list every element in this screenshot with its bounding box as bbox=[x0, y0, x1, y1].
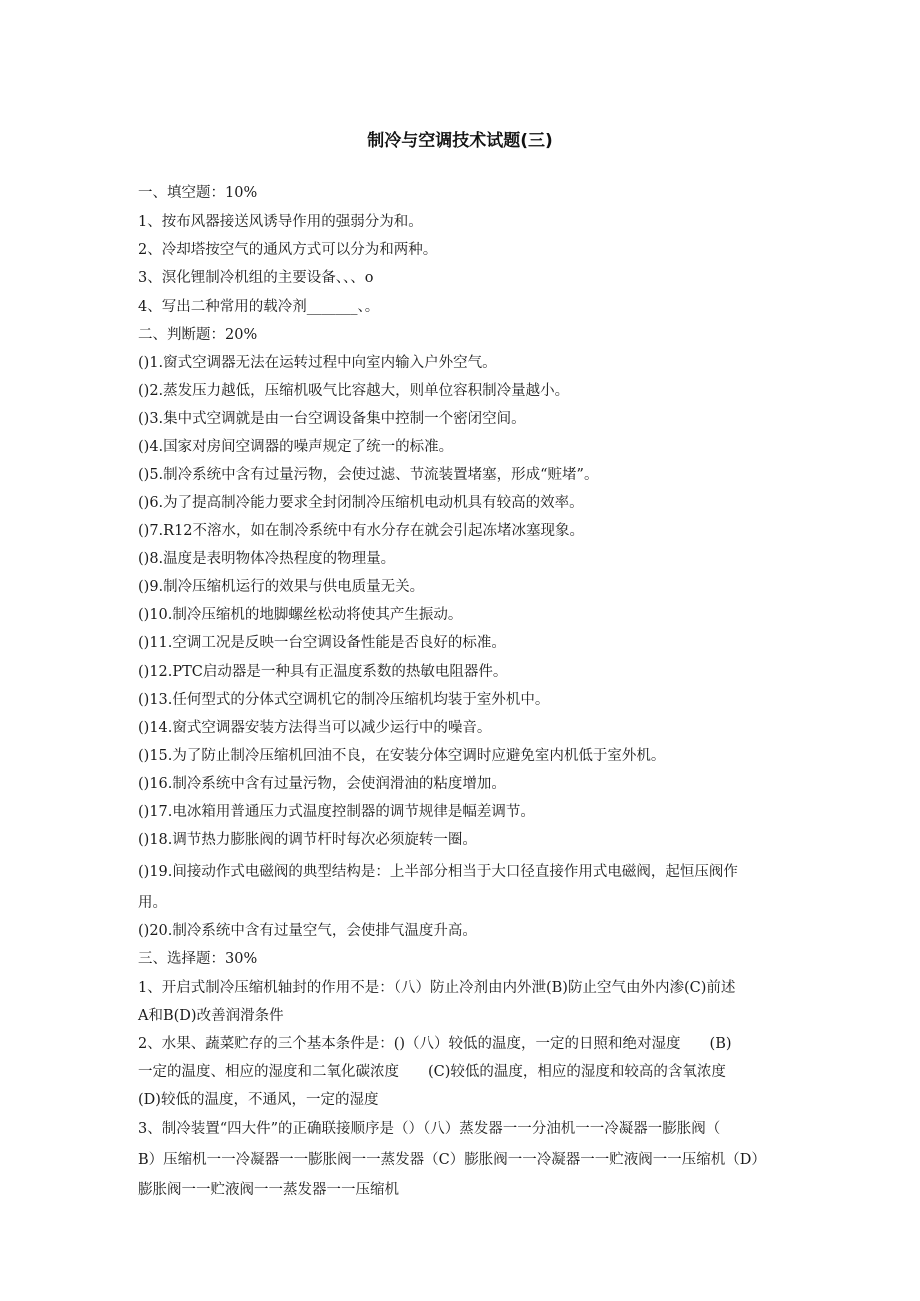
fill-blank-item-1: 1、按布风器接送风诱导作用的强弱分为和。 bbox=[138, 214, 423, 230]
true-false-item-2: ()2.蒸发压力越低，压缩机吸气比容越大，则单位容积制冷量越小。 bbox=[138, 383, 570, 399]
true-false-item-19: ()19.间接动作式电磁阀的典型结构是：上半部分相当于大口径直接作用式电磁阀，起恒压阀作 bbox=[138, 864, 738, 880]
choice-item-3-cont2: 膨胀阀一一贮液阀一一蒸发器一一压缩机 bbox=[138, 1182, 399, 1198]
true-false-item-12: ()12.PTC启动器是一种具有正温度系数的热敏电阻器件。 bbox=[138, 664, 508, 680]
true-false-item-7: ()7.R12不溶水，如在制冷系统中有水分存在就会引起冻堵冰塞现象。 bbox=[138, 523, 585, 539]
true-false-item-14: ()14.窗式空调器安装方法得当可以减少运行中的噪音。 bbox=[138, 720, 492, 736]
true-false-item-17: ()17.电冰箱用普通压力式温度控制器的调节规律是幅差调节。 bbox=[138, 804, 535, 820]
true-false-item-3: ()3.集中式空调就是由一台空调设备集中控制一个密闭空间。 bbox=[138, 411, 526, 427]
choice-item-2-cont2: (D)较低的温度，不通风，一定的湿度 bbox=[138, 1092, 379, 1108]
true-false-item-6: ()6.为了提高制冷能力要求全封闭制冷压缩机电动机具有较高的效率。 bbox=[138, 495, 584, 511]
section-heading-true-false: 二、判断题：20% bbox=[138, 327, 258, 343]
fill-blank-item-3: 3、溟化锂制冷机组的主要设备、、、o bbox=[138, 270, 374, 286]
true-false-item-8: ()8.温度是表明物体冷热程度的物理量。 bbox=[138, 551, 396, 567]
choice-item-1: 1、开启式制冷压缩机轴封的作用不是：（八）防止冷剂由内外泄(B)防止空气由外内渗(C)前述 bbox=[138, 980, 736, 996]
true-false-item-11: ()11.空调工况是反映一台空调设备性能是否良好的标准。 bbox=[138, 635, 506, 651]
true-false-item-18: ()18.调节热力膨胀阀的调节杆时每次必须旋转一圈。 bbox=[138, 832, 477, 848]
true-false-item-16: ()16.制冷系统中含有过量污物，会使润滑油的粘度增加。 bbox=[138, 776, 506, 792]
true-false-item-10: ()10.制冷压缩机的地脚螺丝松动将使其产生振动。 bbox=[138, 607, 463, 623]
true-false-item-4: ()4.国家对房间空调器的噪声规定了统一的标准。 bbox=[138, 439, 454, 455]
document-title: 制冷与空调技术试题(三) bbox=[367, 131, 553, 151]
true-false-item-9: ()9.制冷压缩机运行的效果与供电质量无关。 bbox=[138, 579, 425, 595]
true-false-item-1: ()1.窗式空调器无法在运转过程中向室内输入户外空气。 bbox=[138, 355, 497, 371]
choice-item-3-cont: B）压缩机一一冷凝器一一膨胀阀一一蒸发器（C）膨胀阀一一冷凝器一一贮液阀一一压缩机（D） bbox=[138, 1152, 766, 1168]
choice-item-2: 2、水果、蔬菜贮存的三个基本条件是：()（八）较低的温度，一定的日照和绝对湿度 (B) bbox=[138, 1036, 732, 1052]
true-false-item-15: ()15.为了防止制冷压缩机回油不良，在安装分体空调时应避免室内机低于室外机。 bbox=[138, 748, 666, 764]
true-false-item-19-cont: 用。 bbox=[138, 895, 167, 911]
true-false-item-13: ()13.任何型式的分体式空调机它的制冷压缩机均装于室外机中。 bbox=[138, 692, 550, 708]
true-false-item-5: ()5.制冷系统中含有过量污物，会使过滤、节流装置堵塞，形成“赃堵”。 bbox=[138, 467, 599, 483]
fill-blank-item-2: 2、冷却塔按空气的通风方式可以分为和两种。 bbox=[138, 242, 438, 258]
true-false-item-20: ()20.制冷系统中含有过量空气，会使排气温度升高。 bbox=[138, 923, 477, 939]
choice-item-1-cont: A和B(D)改善润滑条件 bbox=[138, 1008, 284, 1024]
section-heading-choice: 三、选择题：30% bbox=[138, 951, 258, 967]
fill-blank-item-4: 4、写出二种常用的载冷剂_______、。 bbox=[138, 299, 380, 315]
section-heading-fill-blank: 一、填空题：10% bbox=[138, 185, 258, 201]
choice-item-2-cont: 一定的温度、相应的湿度和二氧化碳浓度 (C)较低的温度，相应的湿度和较高的含氧浓度 bbox=[138, 1064, 726, 1080]
choice-item-3: 3、制冷装置“四大件”的正确联接顺序是（）（八）蒸发器一一分油机一一冷凝器一膨胀阀（ bbox=[138, 1121, 721, 1137]
